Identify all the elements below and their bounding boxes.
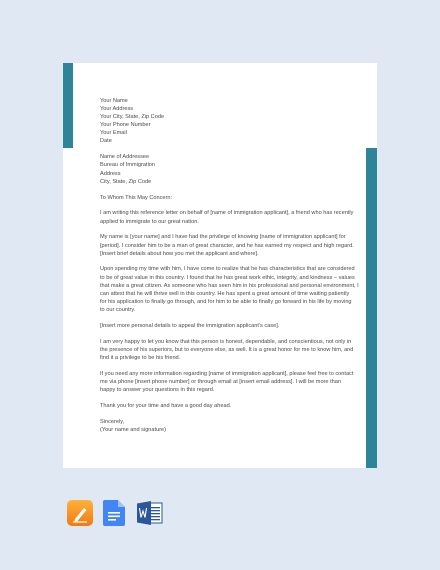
paragraph-line: to our country. <box>100 306 136 313</box>
paragraph <box>100 322 346 330</box>
sender-line: Date <box>100 138 112 145</box>
paragraph-line: [Insert brief details about how you met the applicant and where]. <box>100 250 259 257</box>
letter-content <box>100 97 359 434</box>
paragraph <box>100 265 359 314</box>
paragraph <box>100 370 354 394</box>
sender-block <box>100 97 346 146</box>
paragraph <box>100 338 354 362</box>
paragraph-line: for his application to finally go through, and for him to be able to finally go forward in his life by moving <box>100 298 352 305</box>
paragraph <box>100 402 346 410</box>
paragraph-line: that make a great citizen. As someone who has seen him in his professional and personal environment, I <box>100 282 359 289</box>
sender-line: Your Email <box>100 130 127 137</box>
addressee-line: Name of Addressee <box>100 154 150 161</box>
closing-line: (Your name and signature) <box>100 426 167 433</box>
google-docs-icon[interactable] <box>103 500 125 526</box>
paragraph-line: My name is [your name] and I have had the privilege of knowing [name of immigration applicant] for <box>100 234 346 241</box>
closing-block <box>100 418 346 434</box>
addressee-line: Address <box>100 170 121 177</box>
sender-line: Your City, State, Zip Code <box>100 114 165 121</box>
pages-icon[interactable] <box>67 500 93 526</box>
paragraph-line: me via phone [insert phone number] or through email at [insert email address]. I will be more than <box>100 378 341 385</box>
paragraph-line: can attest that he will thrive well in this country. He has spent a great amount of time waiting patiently <box>100 290 350 297</box>
paragraph-line: find it a privilege to be his friend. <box>100 354 181 361</box>
accent-bar-left <box>63 63 73 148</box>
addressee-line: Bureau of Immigration <box>100 162 156 169</box>
word-icon[interactable] <box>137 500 163 526</box>
paragraph-line: If you need any more information regarding [name of immigration applicant], please feel free to contact <box>100 370 354 377</box>
paragraph-line: Thank you for your time and have a good day ahead. <box>100 402 232 409</box>
paragraph <box>100 233 354 257</box>
sender-line: Your Name <box>100 98 128 104</box>
paragraph-line: I am writing this reference letter on behalf of [name of immigration applicant], a friend who has recently <box>100 210 354 217</box>
salutation: To Whom This May Concern: <box>100 194 173 201</box>
paragraph-line: Upon spending my time with him, I have come to realize that he has characteristics that are considered <box>100 266 355 273</box>
closing-line: Sincerely, <box>100 418 125 425</box>
paragraph-line: happy to answer your questions in this regard. <box>100 387 215 393</box>
paragraph-line: [Insert more personal details to appeal the immigration applicant’s case]. <box>100 322 280 329</box>
paragraph-line: [period]. I consider him to be a man of great character, and he has earned my respect and high regard. <box>100 242 354 249</box>
paragraph-line: to be of great value in this country. I found that he has great work ethic, integrity, and kindness – values <box>100 274 355 281</box>
paragraph-line: applied to immigrate to our great nation. <box>100 218 199 225</box>
sender-line: Your Phone Number <box>100 122 151 129</box>
paragraph-line: I am very happy to let you know that this person is honest, dependable, and conscientious, not only in <box>100 338 352 345</box>
paragraph <box>100 209 354 225</box>
sender-line: Your Address <box>100 106 134 113</box>
accent-bar-right <box>366 148 377 468</box>
addressee-line: City, State, Zip Code <box>100 178 152 185</box>
addressee-block <box>100 153 346 185</box>
paragraph-line: the presence of his superiors, but to everyone else, as well. It is a great honor for me to know him, and <box>100 346 354 353</box>
